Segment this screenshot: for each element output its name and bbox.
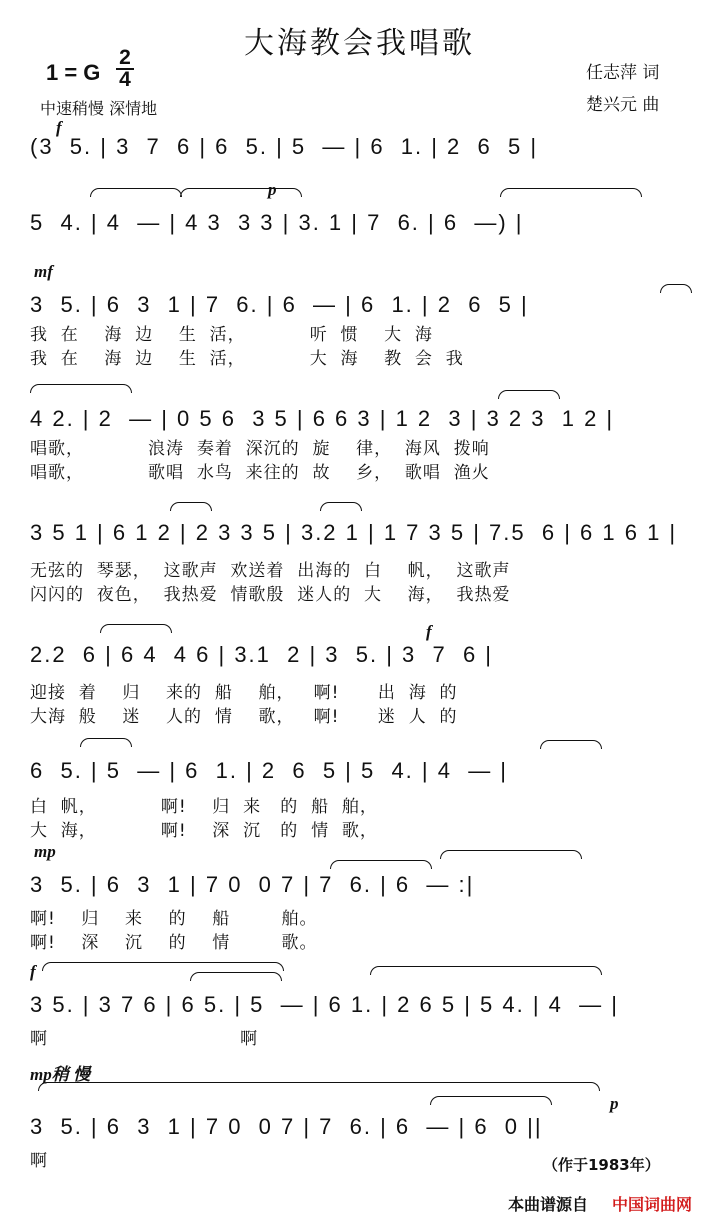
lyrics-verse-1: 迎接 着 归 来的 船 舶， 啊! 出 海 的 — [30, 683, 458, 703]
dynamic-marking: mf — [34, 262, 53, 281]
source-site-link[interactable]: 中国词曲网 — [612, 1195, 693, 1214]
lyrics-verse-2: 啊! 深 沉 的 情 歌。 — [30, 933, 318, 953]
source-label: 本曲谱源自 — [508, 1195, 589, 1214]
lyrics-verse-2: 大海 般 迷 人的 情 歌， 啊! 迷 人 的 — [30, 707, 458, 727]
note-line: 6 5. | 5 — | 6 1. | 2 6 5 | 5 4. | 4 — | — [30, 758, 509, 783]
time-sig-bottom: 4 — [119, 68, 131, 91]
note-line: 2.2 6 | 6 4 4 6 | 3.1 2 | 3 5. | 3 7 6 | — [30, 642, 494, 667]
score-row-6 — [30, 614, 700, 727]
time-signature — [116, 48, 134, 90]
score-row-7 — [30, 730, 700, 840]
end-dynamic-marking: p — [610, 1094, 619, 1113]
key-signature: 1 = G — [46, 60, 101, 85]
dynamic-marking: f — [426, 622, 432, 641]
dynamic-marking: f — [56, 118, 62, 137]
lyrics-verse-1: 啊 啊 — [30, 1029, 259, 1049]
lyrics-verse-1: 啊! 归 来 的 船 舶。 — [30, 909, 318, 929]
dynamic-marking: p — [268, 180, 277, 199]
lyrics-verse-2: 我 在 海 边 生 活， 大 海 教 会 我 — [30, 349, 464, 369]
lyrics-verse-1: 白 帆， 啊! 归 来 的 船 舶， — [30, 797, 378, 817]
time-sig-top: 2 — [119, 46, 131, 69]
lyrics-verse-1: 啊 — [30, 1151, 48, 1171]
lyrics-verse-2: 大 海， 啊! 深 沉 的 情 歌， — [30, 821, 378, 841]
page-title: 大海教会我唱歌 — [244, 26, 475, 61]
score-row-1 — [30, 118, 700, 188]
lyrics-verse-1: 唱歌， 浪涛 奏着 深沉的 旋 律， 海风 拨响 — [30, 439, 490, 459]
note-line: 3 5. | 6 3 1 | 7 0 0 7 | 7 6. | 6 — :| — [30, 872, 475, 897]
score-row-9 — [30, 960, 700, 1060]
dynamic-marking: f — [30, 962, 36, 981]
note-line: 3 5. | 6 3 1 | 7 6. | 6 — | 6 1. | 2 6 5 | — [30, 292, 529, 317]
dynamic-marking: mp — [34, 842, 56, 861]
tempo-marking: 中速稍慢 深情地 — [40, 99, 158, 118]
score-row-5 — [30, 494, 700, 604]
lyrics-verse-2: 闪闪的 夜色， 我热爱 情歌殷 迷人的 大 海， 我热爱 — [30, 585, 511, 605]
note-line: 3 5 1 | 6 1 2 | 2 3 3 5 | 3.2 1 | 1 7 3 5 | 7.5 6 | 6 1 6 1 | — [30, 520, 678, 545]
dynamic-marking: mp稍 慢 — [30, 1065, 90, 1084]
lyrics-verse-1: 无弦的 琴瑟， 这歌声 欢送着 出海的 白 帆， 这歌声 — [30, 561, 511, 581]
note-line: 5 4. | 4 — | 4 3 3 3 | 3. 1 | 7 6. | 6 —) | — [30, 210, 524, 235]
note-line: 4 2. | 2 — | 0 5 6 3 5 | 6 6 3 | 1 2 3 | 3 2 3 1 2 | — [30, 406, 615, 431]
note-line: (3 5. | 3 7 6 | 6 5. | 5 — | 6 1. | 2 6 5 | — [30, 134, 539, 159]
score-row-3 — [30, 262, 700, 372]
note-line: 3 5. | 3 7 6 | 6 5. | 5 — | 6 1. | 2 6 5 | 5 4. | 4 — | — [30, 992, 619, 1017]
score-row-2 — [30, 180, 700, 250]
composition-date: （作于1983年） — [543, 1156, 660, 1174]
lyrics-verse-2: 唱歌， 歌唱 水鸟 来往的 故 乡， 歌唱 渔火 — [30, 463, 490, 483]
composer-credit: 楚兴元 曲 — [586, 95, 660, 115]
lyricist-credit: 任志萍 词 — [586, 63, 660, 83]
note-line: 3 5. | 6 3 1 | 7 0 0 7 | 7 6. | 6 — | 6 0 || — [30, 1114, 543, 1139]
lyrics-verse-1: 我 在 海 边 生 活， 听 惯 大 海 — [30, 325, 433, 345]
score-row-8 — [30, 842, 700, 952]
score-row-4 — [30, 378, 700, 488]
